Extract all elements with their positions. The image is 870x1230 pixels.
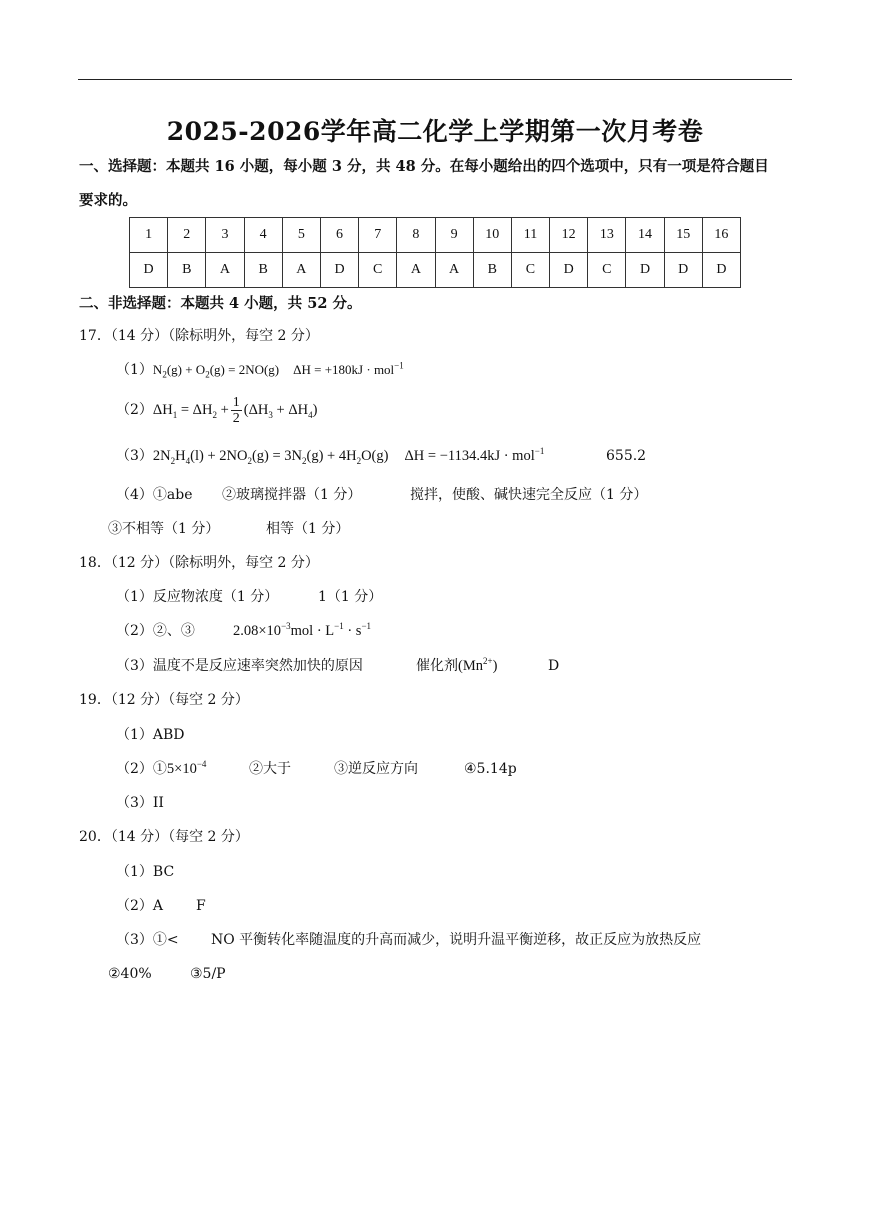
- question-number: 3: [206, 218, 244, 253]
- question-number: 15: [664, 218, 702, 253]
- formula-text: (l) + 2NO: [190, 448, 248, 464]
- answer-cell: B: [168, 253, 206, 288]
- subscript: 2: [247, 455, 252, 466]
- answer-cell: A: [397, 253, 435, 288]
- part-label: （3）: [116, 448, 153, 464]
- q18-part2-rate: [233, 621, 371, 641]
- q17-part2: [116, 392, 317, 428]
- question-number: 2: [168, 218, 206, 253]
- formula-text: + ΔH: [272, 402, 309, 418]
- q20-part3-a: （3）①<: [116, 932, 179, 948]
- q19-part2-c: ③逆反应方向: [334, 761, 418, 777]
- q19-part3: （3）II: [116, 795, 164, 811]
- superscript: −1: [534, 446, 545, 457]
- formula-text: (g) = 3N: [251, 448, 303, 464]
- subscript: 2: [170, 455, 176, 466]
- subscript: 3: [268, 409, 273, 420]
- q20-part1: （1）BC: [116, 864, 175, 880]
- answer-cell: D: [702, 253, 740, 288]
- answer-cell: B: [473, 253, 511, 288]
- question-number: 9: [435, 218, 473, 253]
- q18-part3-a: （3）温度不是反应速率突然加快的原因: [116, 658, 363, 674]
- formula-text: 5×10: [166, 761, 197, 777]
- q20-part3-b: NO 平衡转化率随温度的升高而减少，说明升温平衡逆移，故正反应为放热反应: [211, 932, 702, 948]
- formula-text: ): [312, 402, 318, 418]
- q18-heading: 18．（12 分）（除标明外，每空 2 分）: [79, 555, 319, 571]
- enthalpy-text: ΔH = −1134.4kJ · mol: [404, 448, 535, 464]
- formula-text: (ΔH: [243, 402, 269, 418]
- superscript: −4: [196, 759, 207, 770]
- answer-cell: B: [244, 253, 282, 288]
- formula-text: (g) + O: [166, 362, 206, 377]
- formula-text: (g) = 2NO(g): [209, 362, 280, 377]
- q20-part3-d: ③5/P: [190, 966, 226, 982]
- superscript: −1: [334, 621, 344, 632]
- fraction: [231, 395, 242, 426]
- answer-cell: D: [550, 253, 588, 288]
- question-number: 5: [282, 218, 320, 253]
- fraction-denominator: 2: [232, 411, 240, 427]
- question-number: 14: [626, 218, 664, 253]
- q17-p1-equation: [152, 360, 404, 380]
- question-number: 10: [473, 218, 511, 253]
- question-number: 13: [588, 218, 626, 253]
- part-label: （1）: [116, 362, 153, 378]
- q20-part3-c: ②40%: [108, 966, 152, 982]
- answer-cell: A: [435, 253, 473, 288]
- q17-p3-value: 655.2: [606, 448, 647, 464]
- q17-part4-d: ③不相等（1 分）: [108, 521, 220, 537]
- formula-text: H: [175, 448, 186, 464]
- question-number: 8: [397, 218, 435, 253]
- enthalpy-text: ΔH = +180kJ · mol: [293, 362, 395, 377]
- question-number: 12: [550, 218, 588, 253]
- answer-cell: C: [511, 253, 549, 288]
- catalyst-label: 催化剂: [416, 658, 458, 674]
- q18-part1-b: 1（1 分）: [318, 589, 383, 605]
- subscript: 2: [162, 369, 167, 380]
- q17-part4-e: 相等（1 分）: [266, 521, 350, 537]
- q18-part2-a: （2）②、③: [116, 623, 195, 639]
- question-number: 1: [130, 218, 168, 253]
- q17-part4-b: ②玻璃搅拌器（1 分）: [222, 487, 362, 503]
- q19-heading: 19．（12 分）（每空 2 分）: [79, 692, 249, 708]
- formula-text: 2N: [152, 448, 171, 464]
- subscript: 4: [308, 409, 313, 420]
- q19-part2-d: ④5.14p: [464, 761, 517, 777]
- section2-heading: 二、非选择题：本题共 4 小题，共 52 分。: [79, 295, 362, 312]
- q19-part2-a: [116, 759, 206, 779]
- answer-cell: D: [664, 253, 702, 288]
- answer-table-answers-row: [130, 253, 741, 288]
- header-rule: [78, 79, 792, 80]
- subscript: 1: [172, 409, 178, 420]
- answer-cell: A: [206, 253, 244, 288]
- q20-part2-a: （2）A: [116, 898, 164, 914]
- superscript: −1: [361, 621, 372, 632]
- formula-text: N: [152, 362, 163, 377]
- question-number: 6: [320, 218, 358, 253]
- answer-table-numbers-row: [130, 218, 741, 253]
- question-number: 7: [359, 218, 397, 253]
- superscript: −3: [281, 621, 291, 632]
- answer-cell: C: [588, 253, 626, 288]
- q17-part1: [116, 360, 404, 380]
- q20-heading: 20．（14 分）（每空 2 分）: [79, 829, 249, 845]
- answer-table: [129, 217, 741, 288]
- part-label: （2）①: [116, 761, 167, 777]
- subscript: 2: [212, 409, 217, 420]
- superscript: 2+: [482, 656, 493, 667]
- q17-part3: [116, 446, 544, 466]
- q20-part2-b: F: [196, 898, 206, 914]
- answer-cell: A: [282, 253, 320, 288]
- q17-part4-c: 搅拌，使酸、碱快速完全反应（1 分）: [410, 487, 648, 503]
- subscript: 2: [302, 455, 307, 466]
- formula-text: ΔH: [152, 402, 173, 418]
- formula-text: ): [492, 658, 498, 674]
- formula-text: = ΔH: [177, 402, 213, 418]
- q18-part3-c: D: [548, 658, 560, 674]
- formula-text: (g) + 4H: [306, 448, 357, 464]
- answer-cell: D: [130, 253, 168, 288]
- q19-part2-b: ②大于: [249, 761, 291, 777]
- formula-text: O(g): [361, 448, 389, 464]
- section1-instructions-cont: 要求的。: [79, 192, 137, 209]
- question-number: 11: [511, 218, 549, 253]
- subscript: 2: [205, 369, 210, 380]
- q17-p3-equation: [153, 448, 544, 464]
- q19-k-value: [167, 761, 207, 777]
- formula-text: · s: [343, 623, 362, 639]
- q19-part1: （1）ABD: [116, 727, 185, 743]
- formula-text: +: [216, 402, 229, 418]
- q18-part1-a: （1）反应物浓度（1 分）: [116, 589, 279, 605]
- answer-cell: D: [626, 253, 664, 288]
- formula-text: mol · L: [290, 623, 335, 639]
- formula-text: (Mn: [458, 658, 483, 674]
- q17-heading: 17．（14 分）（除标明外，每空 2 分）: [79, 328, 319, 344]
- page-title: 2025-2026学年高二化学上学期第一次月考卷: [166, 117, 704, 146]
- q18-part3-b: [416, 656, 497, 676]
- part-label: （2）: [116, 402, 153, 418]
- section1-instructions: 一、选择题：本题共 16 小题，每小题 3 分，共 48 分。在每小题给出的四个选项中，只有一项是符合题目: [79, 158, 769, 175]
- formula-text: 2.08×10: [233, 623, 282, 639]
- subscript: 2: [356, 455, 362, 466]
- subscript: 4: [185, 455, 191, 466]
- answer-cell: D: [320, 253, 358, 288]
- superscript: −1: [394, 360, 404, 371]
- question-number: 4: [244, 218, 282, 253]
- catalyst-formula: [458, 658, 497, 674]
- fraction-numerator: 1: [232, 395, 240, 411]
- q17-part4-a: （4）①abe: [116, 487, 193, 503]
- question-number: 16: [702, 218, 740, 253]
- answer-cell: C: [359, 253, 397, 288]
- q17-p2-equation: [152, 395, 318, 427]
